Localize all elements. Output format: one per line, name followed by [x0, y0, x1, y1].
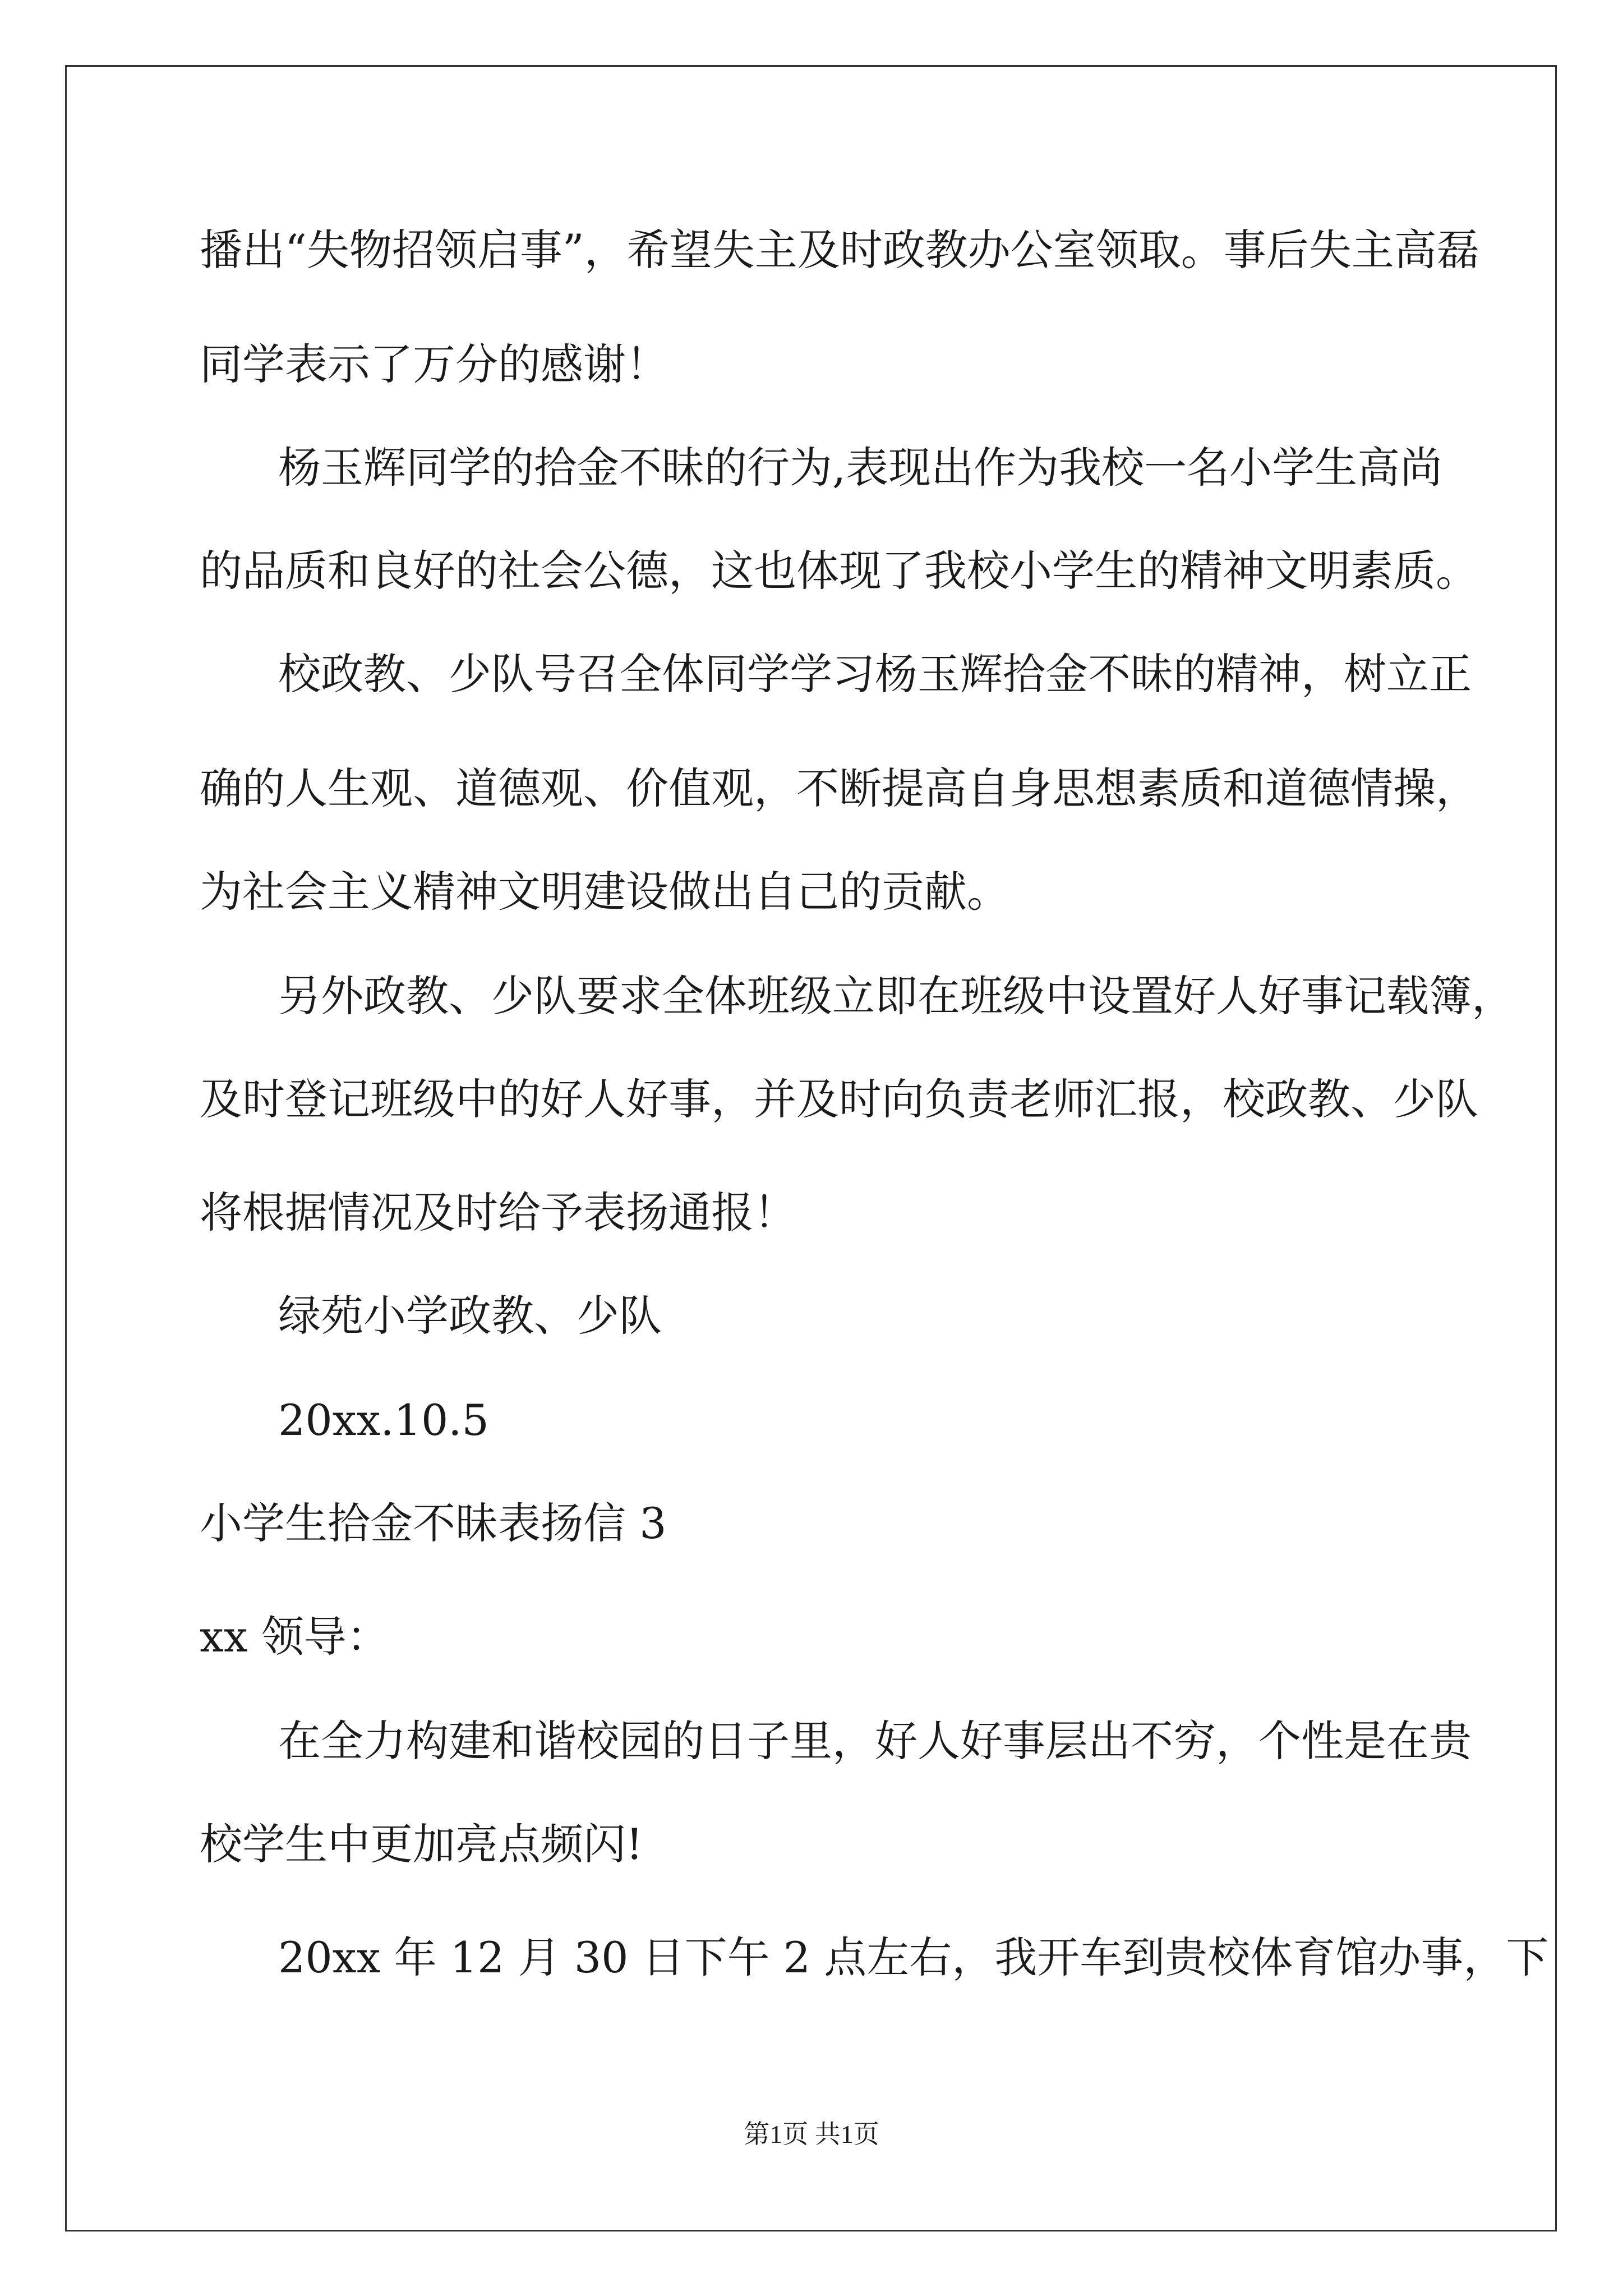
paragraph-line: 同学表示了万分的感谢！ [200, 339, 668, 389]
paragraph-line: 为社会主义精神文明建设做出自己的贡献。 [200, 867, 1009, 917]
paragraph-line: 将根据情况及时给予表扬通报！ [200, 1188, 796, 1237]
paragraph-line: 的品质和良好的社会公德，这也体现了我校小学生的精神文明素质。 [200, 546, 1478, 596]
page-border [65, 65, 1557, 2231]
paragraph-line: 及时登记班级中的好人好事，并及时向负责老师汇报，校政教、少队 [200, 1074, 1478, 1124]
paragraph-line: 另外政教、少队要求全体班级立即在班级中设置好人好事记载簿， [278, 971, 1514, 1021]
paragraph-line: 确的人生观、道德观、价值观，不断提高自身思想素质和道德情操， [200, 763, 1478, 813]
paragraph-line: 杨玉辉同学的拾金不昧的行为,表现出作为我校一名小学生高尚 [278, 443, 1443, 493]
paragraph-line: 20xx 年 12 月 30 日下午 2 点左右，我开车到贵校体育馆办事，下 [278, 1932, 1549, 1982]
page-footer: 第1页 共1页 [744, 2120, 879, 2148]
paragraph-line: 校政教、少队号召全体同学学习杨玉辉拾金不昧的精神，树立正 [278, 649, 1472, 699]
section-title: 小学生拾金不昧表扬信 3 [200, 1498, 667, 1548]
salutation-line: xx 领导： [200, 1612, 389, 1662]
date-line: 20xx.10.5 [278, 1395, 489, 1445]
signature-line: 绿苑小学政教、少队 [278, 1291, 662, 1341]
paragraph-line: 校学生中更加亮点频闪! [200, 1819, 643, 1869]
paragraph-line: 在全力构建和谐校园的日子里，好人好事层出不穷，个性是在贵 [278, 1716, 1472, 1766]
paragraph-line: 播出“失物招领启事”，希望失主及时政教办公室领取。事后失主高磊 [200, 225, 1479, 275]
